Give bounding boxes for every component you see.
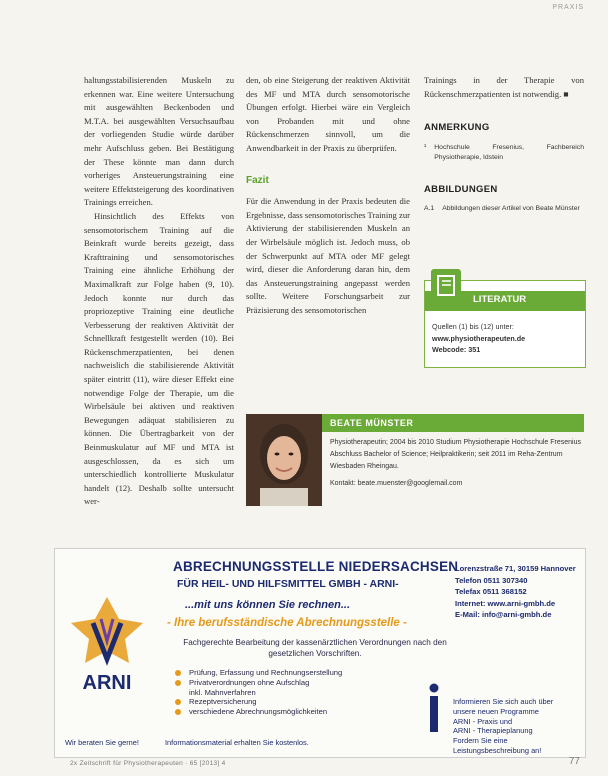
figure-credit: [424, 204, 584, 214]
ad-info-line: Fordern Sie eine: [453, 736, 508, 746]
footer-journal: 2x Zeitschrift für Physiotherapeuten · 65 [2013] 4: [70, 760, 226, 767]
author-name: BEATE MÜNSTER: [330, 418, 414, 428]
bullet-icon: [175, 699, 181, 705]
figure-credit-text: Abbildungen dieser Artikel von Beate Münster: [442, 205, 580, 213]
ad-address: Lorenzstraße 71, 30159 Hannover: [455, 564, 576, 573]
footnote-text: Hochschule Fresenius, Fachbereich Physiotherapie, Idstein: [434, 143, 584, 161]
column-1: [84, 74, 234, 509]
body-text: Hinsichtlich des Effekts von sensomotorischem Training auf die Beinkraft wurde bereits gezeigt, dass Krafttraining und sensomotorisches Training eine ähnliche Erhöhung der Maximalkraft zur Folge haben (9, 10). Jedoch konnte nur durch das propriozeptive Training eine deutliche Verbesserung der reaktiven Aktivität der Schnellkraft festgestellt werden (10). Bei Rückenschmerzpatienten, bei denen nachweislich die stabilisierende Aktivität später eintritt (11), wäre dieser Effekt eine notwendige Folge der Therapie, um die Wirbelsäule bei aktiven und reaktiven Bewegungen adäquat stabilisieren zu können. Die Übertragbarkeit von der Beinmuskulatur auf MF und MTA ist ausgeschlossen, da es sich um unterschiedlich kontrollierte Muskulatur handelt (12). Deshalb sollte untersucht wer-: [84, 210, 234, 507]
bullet-icon: [175, 680, 181, 686]
column-2: [246, 74, 410, 318]
book-icon: [431, 269, 461, 301]
ad-info: [453, 697, 553, 756]
arni-logo-text: ARNI: [82, 672, 132, 694]
body-text: Trainings in der Therapie von Rückenschmerzpatienten ist notwendig. ■: [424, 75, 584, 99]
footnote-number: ¹: [424, 143, 427, 151]
footnote: [424, 143, 584, 163]
literature-webcode: Webcode: 351: [432, 345, 481, 354]
ad-description: Fachgerechte Bearbeitung der kassenärztlichen Verordnungen nach den gesetzlichen Vorschriften.: [183, 638, 447, 658]
page-number: 77: [568, 756, 580, 767]
figure-credit-number: A.1: [424, 205, 435, 213]
list-item: Prüfung, Erfassung und Rechnungserstellung: [173, 668, 342, 678]
bullet-icon: [175, 670, 181, 676]
author-photo: [246, 414, 322, 506]
ad-phone: Telefon 0511 307340: [455, 575, 528, 585]
ad-slogan: ...mit uns können Sie rechnen...: [185, 599, 351, 611]
ad-title: ABRECHNUNGSSTELLE NIEDERSACHSEN: [173, 559, 459, 574]
ad-info-line: ARNI - Praxis und: [453, 716, 513, 726]
author-contact[interactable]: Kontakt: beate.muenster@googlemail.com: [330, 479, 463, 487]
body-text: haltungsstabilisierenden Muskeln zu erkennen war. Eine weitere Untersuchung mit ausgewählten Beckenboden und M.T.A. bei ausgewählten Versuchsaufbau der vorliegenden Studie würde darüber mehr Aufschluss geben. Bei Bestätigung der These könnte man dann durch vorheriges Ansteuerungstraining eine weitere Effektsteigerung des koordinativen Trainings erreichen.: [84, 75, 234, 208]
author-bio-text: Physiotherapeutin; 2004 bis 2010 Studium Physiotherapie Hochschule Fresenius Abschluss Bachelor of Science; Heilpraktikerin; seit 2011 im Reha-Zentrum Wiesbaden Rheingau.: [330, 439, 581, 471]
ad-contact: [455, 563, 576, 621]
info-icon: [427, 683, 441, 733]
abbildungen-heading: ABBILDUNGEN: [424, 183, 498, 195]
list-item: Rezeptversicherung: [173, 697, 342, 707]
ad-services-list: [173, 668, 342, 717]
bullet-icon: [175, 709, 181, 715]
list-item: inkl. Mahnverfahren: [189, 687, 256, 697]
ad-advice: Wir beraten Sie gerne!: [65, 738, 139, 747]
literature-title: LITERATUR: [473, 294, 527, 305]
column-3: [424, 74, 584, 214]
anmerkung-heading: ANMERKUNG: [424, 122, 490, 134]
ad-web[interactable]: Internet: www.arni-gmbh.de: [455, 598, 556, 608]
list-item: verschiedene Abrechnungsmöglichkeiten: [173, 707, 342, 717]
ad-info-material: Informationsmaterial erhalten Sie kostenlos.: [165, 738, 309, 747]
ad-info-line: unsere neuen Programme: [453, 706, 539, 716]
ad-tagline: - Ihre berufsständische Abrechnungsstelle -: [167, 617, 407, 629]
body-text: den, ob eine Steigerung der reaktiven Aktivität des MF und MTA durch sensomotorische Übungen erfolgt. Hierbei wäre ein Vergleich von Probanden mit und ohne Rückenschmerzen sinnvoll, um die Anwendbarkeit in der Praxis zu überprüfen.: [246, 75, 410, 153]
ad-email[interactable]: E-Mail: info@arni-gmbh.de: [455, 610, 552, 620]
body-text: Für die Anwendung in der Praxis bedeuten die Ergebnisse, dass sensomotorisches Training zur Aktivierung der stabilisierenden Muskeln an der Wirbelsäule möglich ist. Jedoch muss, ob der Schwerpunkt auf MTA oder MF gelegt wird, dieser die Anforderung daran hin, dem das Ansteuerungstraining angepasst werden sollte. Weitere Forschungsarbeit zur Präzisierung des sensomotorischen: [246, 196, 410, 315]
fazit-heading: Fazit: [246, 174, 269, 186]
ad-subtitle: FÜR HEIL- UND HILFSMITTEL GMBH - ARNI-: [177, 578, 399, 590]
ad-info-line: ARNI - Therapieplanung: [453, 726, 533, 736]
literature-sources: Quellen (1) bis (12) unter:: [432, 322, 514, 331]
literature-body: [432, 321, 525, 356]
arni-logo: [67, 589, 147, 699]
section-label: PRAXIS: [552, 4, 584, 11]
ad-info-line: Leistungsbeschreibung an!: [453, 745, 542, 755]
arni-advertisement: [54, 548, 586, 758]
ad-fax: Telefax 0511 368152: [455, 587, 527, 597]
ad-info-line: Informieren Sie sich auch über: [453, 697, 554, 706]
literature-box: [424, 280, 586, 368]
literature-link[interactable]: www.physiotherapeuten.de: [432, 333, 526, 343]
list-item: Privatverordnungen ohne Aufschlag: [173, 678, 342, 688]
author-bio: [330, 437, 584, 490]
